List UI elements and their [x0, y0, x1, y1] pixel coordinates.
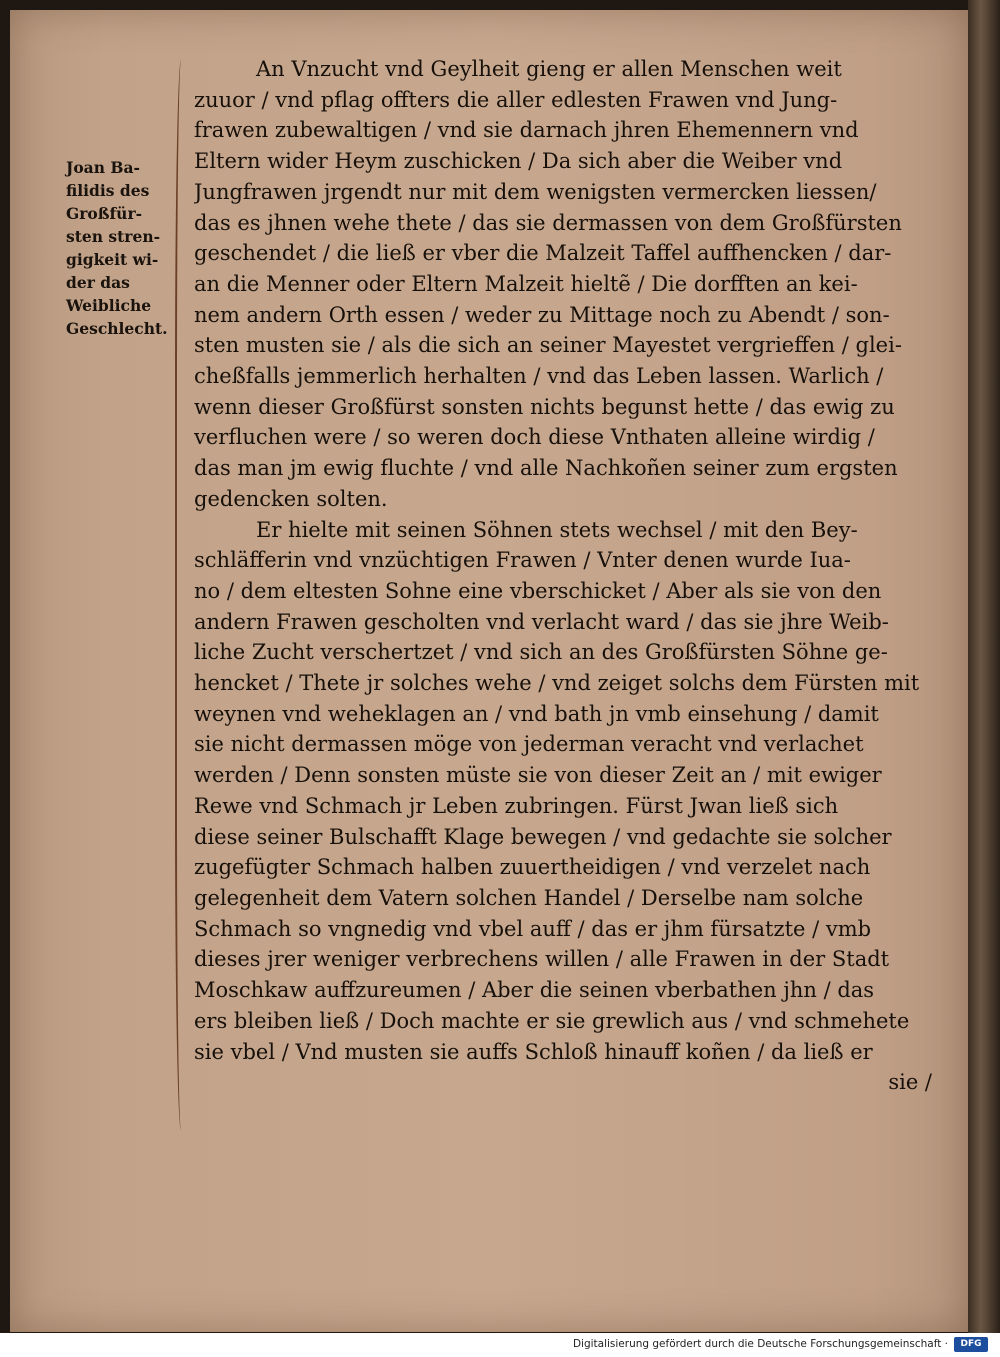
text-line: schläfferin vnd vnzüchtigen Frawen / Vnter denen wurde Iua- — [194, 548, 851, 573]
catchword: sie / — [888, 1070, 932, 1095]
text-line: sie vbel / Vnd musten sie auffs Schloß hinauff koñen / da ließ er — [194, 1039, 873, 1064]
text-line: frawen zubewaltigen / vnd sie darnach jhren Ehemennern vnd — [194, 118, 859, 143]
margin-bracket-line — [175, 60, 195, 1130]
text-line: das es jhnen wehe thete / das sie dermassen von dem Großfürsten — [194, 210, 902, 235]
text-line: diese seiner Bulschafft Klage bewegen / vnd gedachte sie solcher — [194, 824, 892, 849]
text-line: andern Frawen gescholten vnd verlacht ward / das sie jhre Weib- — [194, 609, 889, 634]
text-line: liche Zucht verschertzet / vnd sich an des Großfürsten Söhne ge- — [194, 640, 888, 665]
text-line: Schmach so vngnedig vnd vbel auff / das er jhm fürsatzte / vmb — [194, 916, 872, 941]
text-line: no / dem eltesten Sohne eine vberschicket / Aber als sie von den — [194, 578, 882, 603]
text-line: sie nicht dermassen möge von jederman veracht vnd verlachet — [194, 732, 864, 757]
margin-note-line: Großfür- — [66, 204, 143, 223]
footer-bar — [0, 1333, 1000, 1357]
text-line: cheßfalls jemmerlich herhalten / vnd das Leben lassen. Warlich / — [194, 364, 884, 389]
text-line: Jungfrawen jrgendt nur mit dem wenigsten vermercken liessen/ — [194, 179, 877, 204]
margin-note-line: gigkeit wi- — [66, 250, 159, 269]
text-line: zuuor / vnd pflag offters die aller edlesten Frawen vnd Jung- — [194, 87, 838, 112]
text-line: sten musten sie / als die sich an seiner Mayestet vergrieffen / glei- — [194, 333, 902, 358]
margin-note-line: Geschlecht. — [66, 319, 168, 338]
text-line: Rewe vnd Schmach jr Leben zubringen. Fürst Jwan ließ sich — [194, 793, 839, 818]
text-line: weynen vnd weheklagen an / vnd bath jn vmb einsehung / damit — [194, 701, 879, 726]
text-line: werden / Denn sonsten müste sie von dieser Zeit an / mit ewiger — [194, 763, 882, 788]
text-line: nem andern Orth essen / weder zu Mittage noch zu Abendt / son- — [194, 302, 890, 327]
dfg-logo-icon: DFG — [954, 1337, 988, 1352]
text-line: Moschkaw auffzureumen / Aber die seinen vberbathen jhn / das — [194, 978, 875, 1003]
body-text — [194, 54, 946, 1098]
text-line: hencket / Thete jr solches wehe / vnd zeiget solchs dem Fürsten mit — [194, 671, 920, 696]
book-edge — [968, 0, 1000, 1340]
text-line: Eltern wider Heym zuschicken / Da sich aber die Weiber vnd — [194, 149, 843, 174]
text-line: geschendet / die ließ er vber die Malzeit Taffel auffhencken / dar- — [194, 241, 892, 266]
margin-note — [66, 156, 178, 340]
text-line: An Vnzucht vnd Geylheit gieng er allen Menschen weit — [256, 57, 842, 81]
text-line: verfluchen were / so weren doch diese Vnthaten alleine wirdig / — [194, 425, 875, 450]
text-line: gedencken solten. — [194, 486, 388, 511]
margin-note-line: Weibliche — [66, 296, 152, 315]
margin-note-line: der das — [66, 273, 130, 292]
funding-credit: Digitalisierung gefördert durch die Deutsche Forschungsgemeinschaft · — [572, 1338, 948, 1350]
text-line: das man jm ewig fluchte / vnd alle Nachkoñen seiner zum ergsten — [194, 456, 898, 481]
margin-note-line: Joan Ba- — [66, 158, 140, 177]
margin-note-line: filidis des — [66, 181, 150, 200]
margin-note-line: sten stren- — [66, 227, 161, 246]
text-line: dieses jrer weniger verbrechens willen / alle Frawen in der Stadt — [194, 947, 890, 972]
text-line: gelegenheit dem Vatern solchen Handel / Derselbe nam solche — [194, 885, 864, 910]
text-line: ers bleiben ließ / Doch machte er sie grewlich aus / vnd schmehete — [194, 1008, 910, 1033]
text-line: an die Menner oder Eltern Malzeit hieltẽ / Die dorfften an kei- — [194, 271, 858, 296]
text-line: wenn dieser Großfürst sonsten nichts begunst hette / das ewig zu — [194, 394, 895, 419]
text-line: zugefügter Schmach halben zuuertheidigen / vnd verzelet nach — [194, 855, 871, 880]
text-line: Er hielte mit seinen Söhnen stets wechsel / mit den Bey- — [256, 517, 858, 542]
